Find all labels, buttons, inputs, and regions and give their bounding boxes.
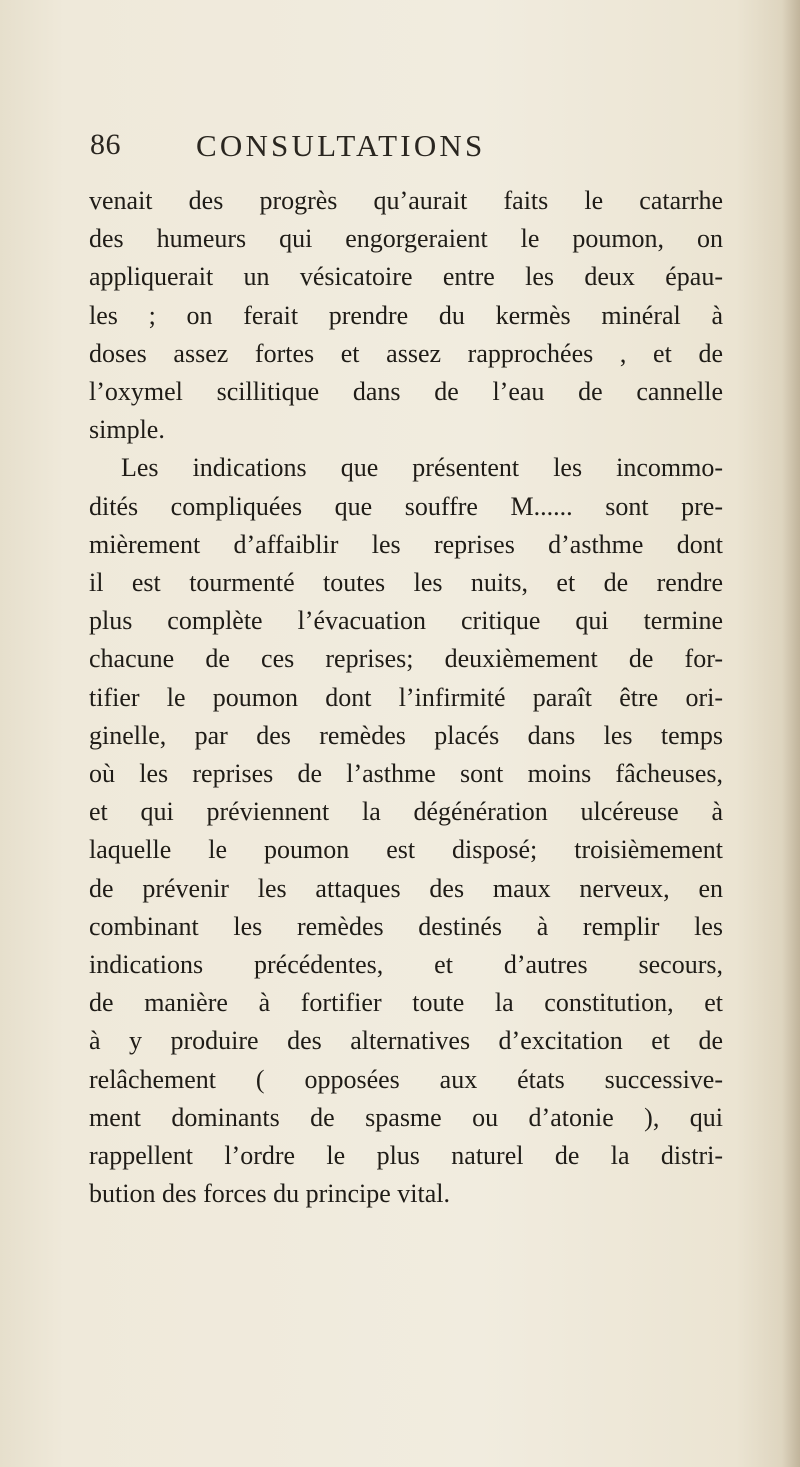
text-line: rappellent l’ordre le plus naturel de la distri- xyxy=(89,1141,723,1171)
text-line: relâchement ( opposées aux états successive- xyxy=(89,1064,723,1094)
text-line: l’oxymel scillitique dans de l’eau de cannelle xyxy=(89,377,723,407)
body-text xyxy=(89,182,723,1213)
text-line: et qui préviennent la dégénération ulcéreuse à xyxy=(89,797,723,827)
text-line: de manière à fortifier toute la constitution, et xyxy=(89,988,723,1018)
text-line: tifier le poumon dont l’infirmité paraît être ori- xyxy=(89,682,723,712)
text-line: plus complète l’évacuation critique qui termine xyxy=(89,606,723,636)
text-line: où les reprises de l’asthme sont moins fâcheuses, xyxy=(89,759,723,789)
text-line: combinant les remèdes destinés à remplir les xyxy=(89,911,723,941)
text-line: indications précédentes, et d’autres secours, xyxy=(89,950,723,980)
page-header xyxy=(0,128,800,172)
text-line: ment dominants de spasme ou d’atonie ), qui xyxy=(89,1102,723,1132)
text-line: simple. xyxy=(89,415,165,445)
text-line: les ; on ferait prendre du kermès minéral à xyxy=(89,300,723,330)
running-title: CONSULTATIONS xyxy=(196,128,486,163)
text-line: venait des progrès qu’aurait faits le catarrhe xyxy=(89,186,723,215)
text-line: à y produire des alternatives d’excitation et de xyxy=(89,1026,723,1056)
page-number: 86 xyxy=(90,128,121,161)
page-edge-shadow xyxy=(782,0,800,1467)
text-line: des humeurs qui engorgeraient le poumon, on xyxy=(89,224,723,254)
text-line: dités compliquées que souffre M...... sont pre- xyxy=(89,491,723,521)
text-line: il est tourmenté toutes les nuits, et de rendre xyxy=(89,568,723,598)
text-line: appliquerait un vésicatoire entre les deux épau- xyxy=(89,262,723,292)
text-line: ginelle, par des remèdes placés dans les temps xyxy=(89,720,723,750)
text-line: laquelle le poumon est disposé; troisièmement xyxy=(89,835,723,865)
paragraph-first-line: Les indications que présentent les incommo- xyxy=(121,453,723,483)
text-line: doses assez fortes et assez rapprochées , et de xyxy=(89,338,723,368)
text-line: chacune de ces reprises; deuxièmement de for- xyxy=(89,644,723,674)
text-line: de prévenir les attaques des maux nerveux, en xyxy=(89,873,723,903)
text-line: bution des forces du principe vital. xyxy=(89,1179,451,1209)
text-line: mièrement d’affaiblir les reprises d’asthme dont xyxy=(89,529,723,559)
